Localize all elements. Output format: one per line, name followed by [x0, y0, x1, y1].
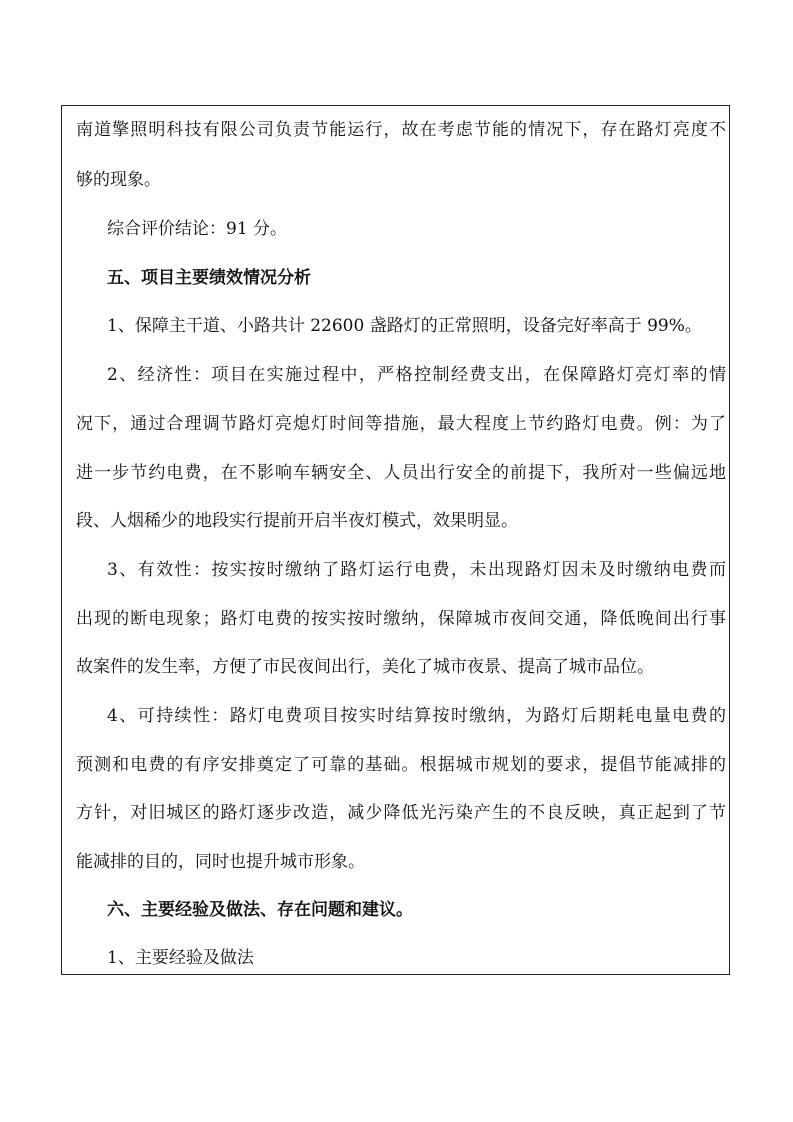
- paragraph-line: 故案件的发生率，方便了市民夜间出行，美化了城市夜景、提高了城市品位。: [76, 657, 654, 677]
- paragraph-line: 能减排的目的，同时也提升城市形象。: [76, 852, 365, 872]
- subsection-heading: 1、主要经验及做法: [107, 948, 254, 968]
- paragraph-line: 出现的断电现象；路灯电费的按实按时缴纳，保障城市夜间交通，降低晚间出行事: [76, 609, 726, 629]
- paragraph-line: 方针，对旧城区的路灯逐步改造，减少降低光污染产生的不良反映，真正起到了节: [76, 803, 726, 823]
- paragraph-line: 4、可持续性：路灯电费项目按实时结算按时缴纳，为路灯后期耗电量电费的: [107, 706, 726, 726]
- section-heading-5: 五、项目主要绩效情况分析: [107, 268, 311, 288]
- section-heading-6: 六、主要经验及做法、存在问题和建议。: [107, 900, 413, 920]
- paragraph-line: 2、经济性：项目在实施过程中，严格控制经费支出，在保障路灯亮灯率的情: [107, 365, 726, 385]
- paragraph-line: 3、有效性：按实按时缴纳了路灯运行电费，未出现路灯因未及时缴纳电费而: [107, 560, 726, 580]
- paragraph-line: 够的现象。: [76, 170, 161, 190]
- conclusion-line: 综合评价结论：91 分。: [107, 219, 288, 239]
- paragraph-line: 南道擎照明科技有限公司负责节能运行，故在考虑节能的情况下，存在路灯亮度不: [76, 120, 726, 140]
- paragraph-line: 况下，通过合理调节路灯亮熄灯时间等措施，最大程度上节约路灯电费。例：为了: [76, 414, 726, 434]
- paragraph-line: 段、人烟稀少的地段实行提前开启半夜灯模式，效果明显。: [76, 511, 518, 531]
- paragraph-line: 进一步节约电费，在不影响车辆安全、人员出行安全的前提下，我所对一些偏远地: [76, 463, 726, 483]
- paragraph-line: 预测和电费的有序安排奠定了可靠的基础。根据城市规划的要求，提倡节能减排的: [76, 755, 726, 775]
- paragraph-line: 1、保障主干道、小路共计 22600 盏路灯的正常照明，设备完好率高于 99%。: [107, 316, 702, 336]
